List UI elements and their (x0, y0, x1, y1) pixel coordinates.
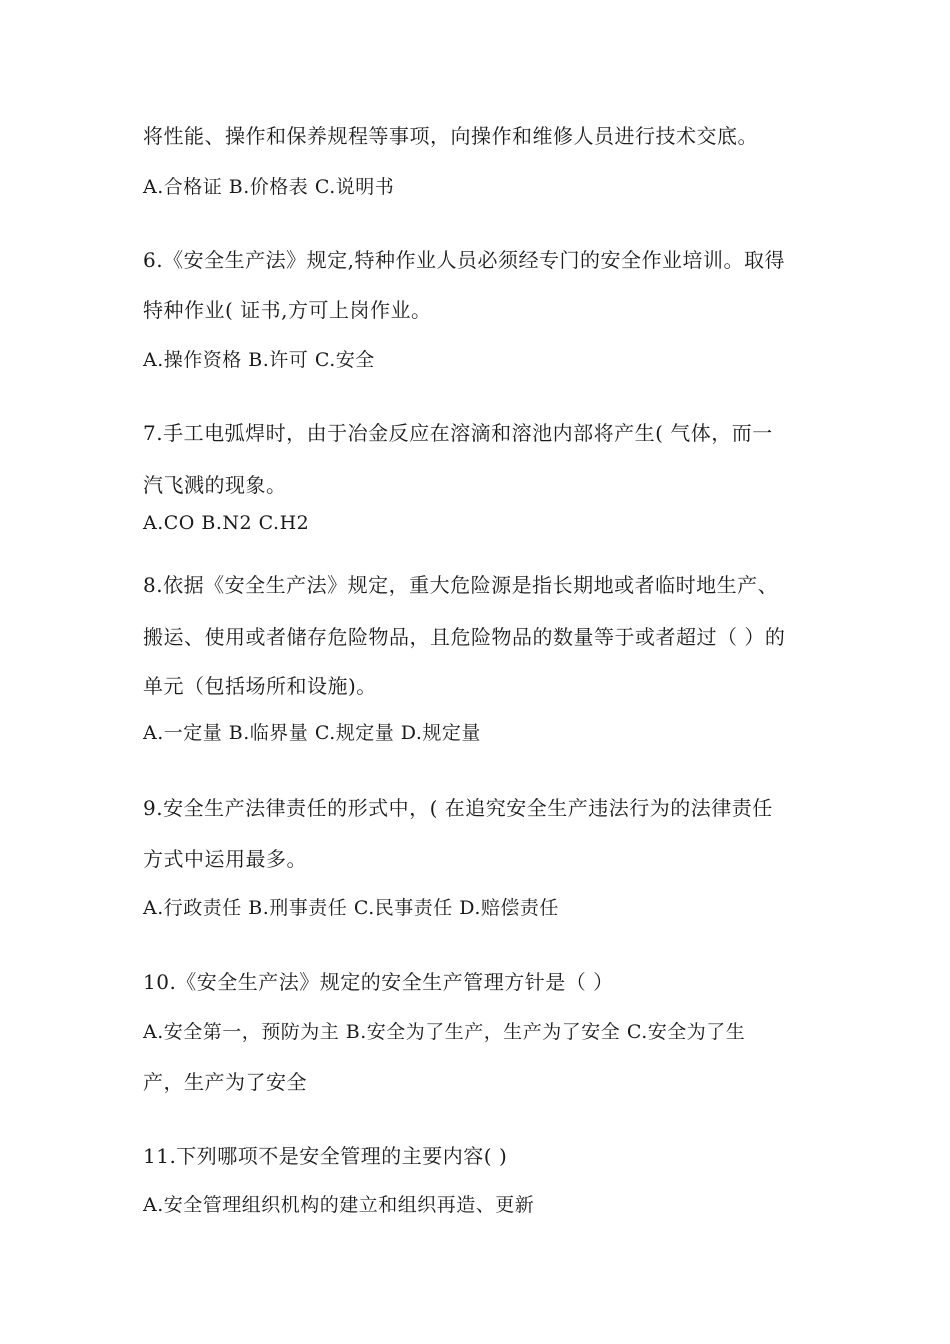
question-11-text: 11.下列哪项不是安全管理的主要内容( ) (143, 1144, 508, 1168)
answer-options: A.合格证 B.价格表 C.说明书 (143, 176, 395, 198)
question-8-text: 8.依据《安全生产法》规定，重大危险源是指长期地或者临时地生产、 (143, 573, 779, 597)
answer-options: A.CO B.N2 C.H2 (143, 512, 310, 534)
question-10-text: 10.《安全生产法》规定的安全生产管理方针是（ ） (143, 970, 614, 994)
question-6-text: 6.《安全生产法》规定,特种作业人员必须经专门的安全作业培训。取得 (143, 248, 785, 272)
text-line: 方式中运用最多。 (143, 847, 307, 871)
answer-options: A.一定量 B.临界量 C.规定量 D.规定量 (143, 722, 481, 744)
text-line: 单元（包括场所和设施)。 (143, 674, 377, 698)
text-line: 将性能、操作和保养规程等事项，向操作和维修人员进行技术交底。 (143, 124, 758, 148)
question-7-text: 7.手工电弧焊时，由于冶金反应在溶滴和溶池内部将产生( 气体，而一 (143, 421, 773, 445)
answer-options: A.行政责任 B.刑事责任 C.民事责任 D.赔偿责任 (143, 897, 559, 919)
text-line: 汽飞溅的现象。 (143, 473, 287, 497)
answer-options: A.操作资格 B.许可 C.安全 (143, 349, 375, 371)
question-9-text: 9.安全生产法律责任的形式中，( 在追究安全生产违法行为的法律责任 (143, 796, 773, 820)
text-line: 特种作业( 证书,方可上岗作业。 (143, 298, 432, 322)
answer-options: A.安全管理组织机构的建立和组织再造、更新 (143, 1194, 535, 1216)
answer-options: A.安全第一，预防为主 B.安全为了生产，生产为了安全 C.安全为了生 (143, 1021, 746, 1043)
text-line: 搬运、使用或者储存危险物品，且危险物品的数量等于或者超过（ ）的 (143, 625, 786, 649)
text-line: 产，生产为了安全 (143, 1070, 307, 1094)
